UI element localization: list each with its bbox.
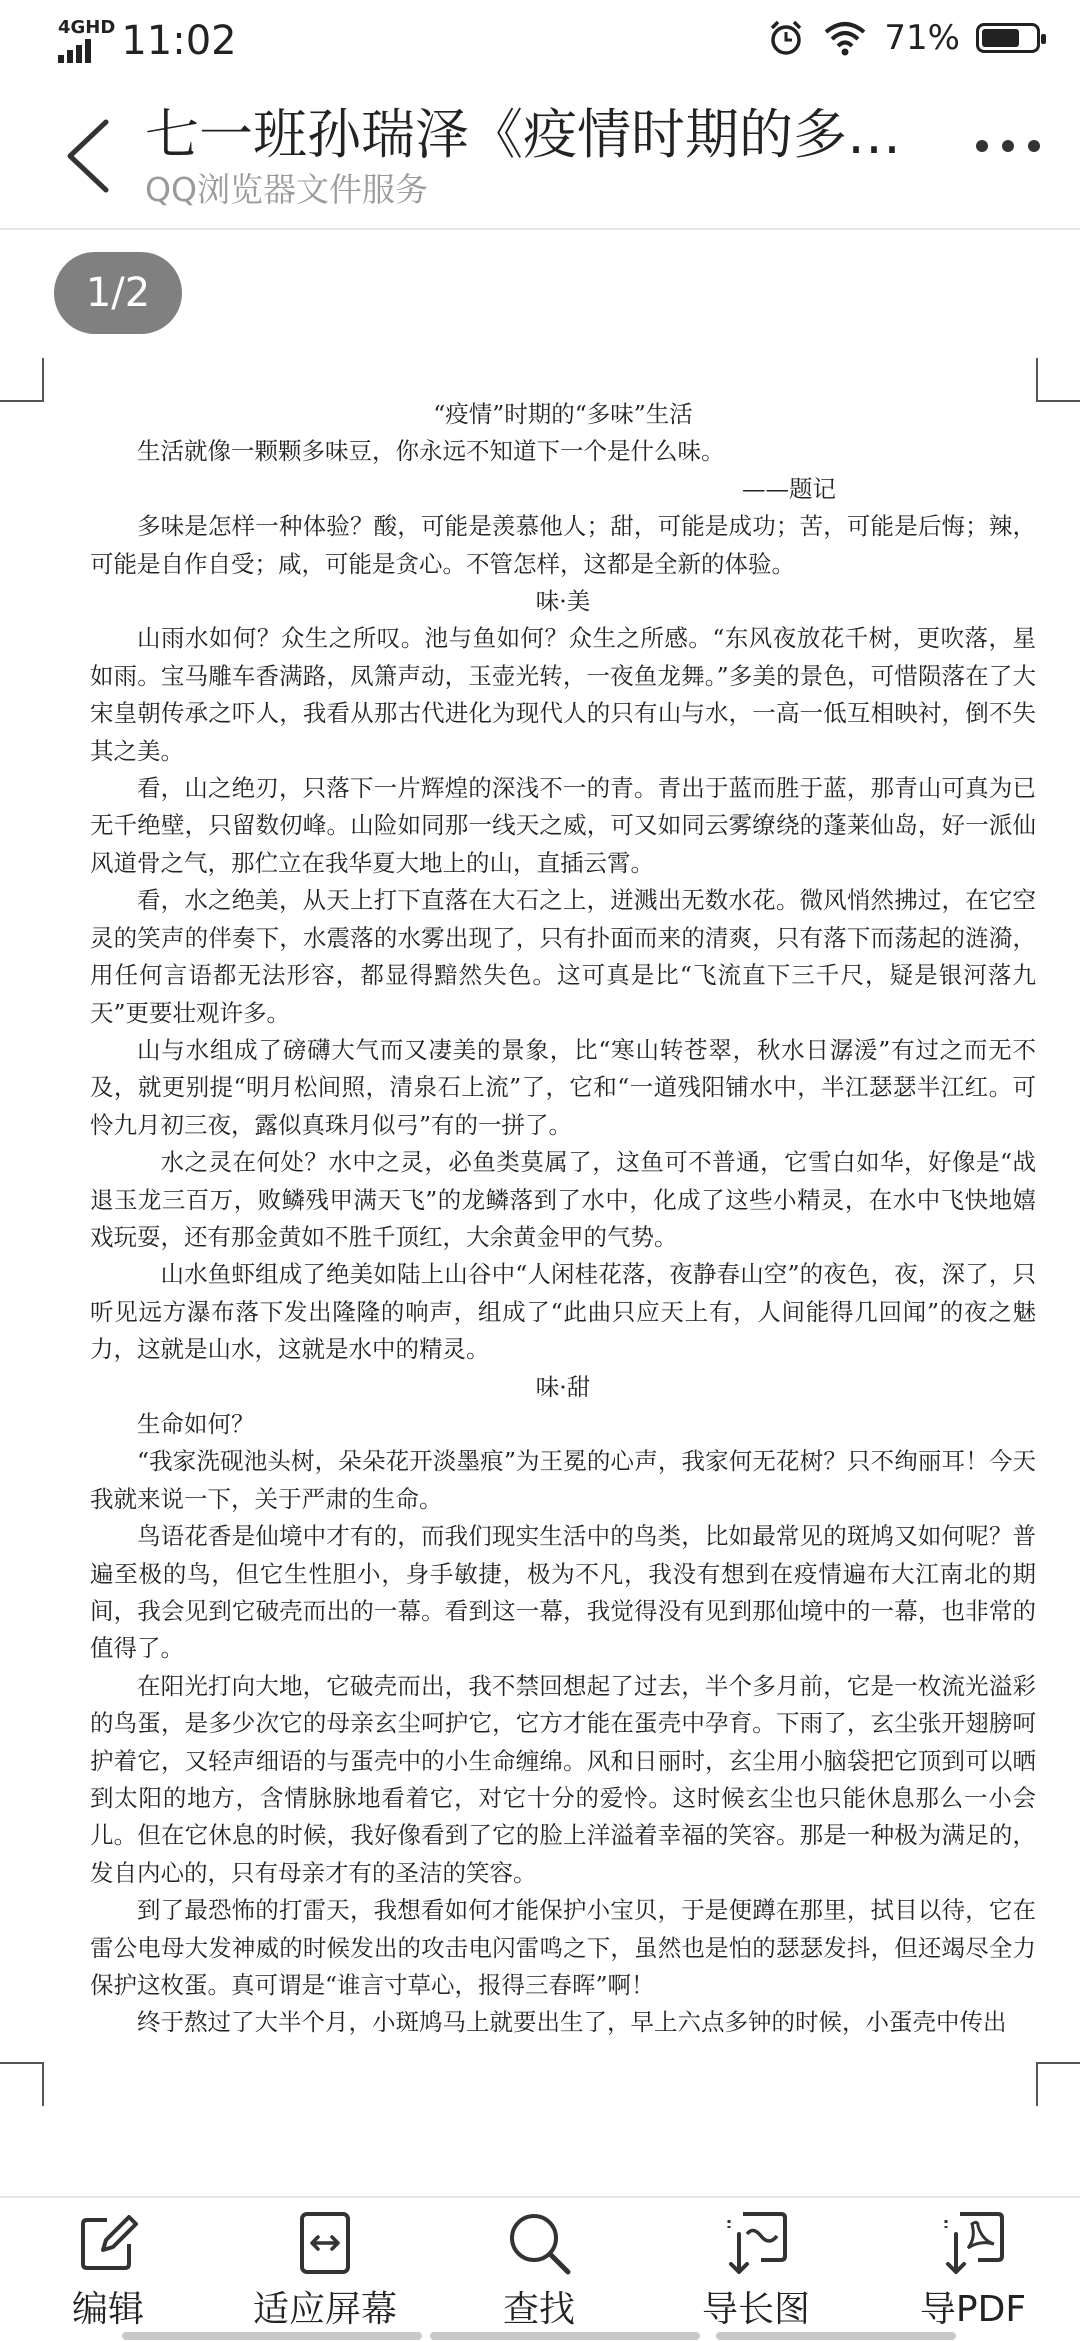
edit-icon [73, 2208, 143, 2278]
page-corner-mark [0, 2062, 44, 2106]
battery-icon [976, 23, 1040, 53]
document-paragraph: 山雨水如何？众生之所叹。池与鱼如何？众生之所感。“东风夜放花千树，更吹落，星如雨。宝马雕车香满路，凤箫声动，玉壶光转，一夜鱼龙舞。”多美的景色，可惜陨落在了大宋皇朝传承之吓人，我看从那古代进化为现代人的只有山与水，一高一低互相映衬，倒不失其之美。 [90, 624, 1036, 765]
more-options-icon[interactable] [976, 140, 1040, 152]
document-paragraph: 到了最恐怖的打雷天，我想看如何才能保护小宝贝，于是便蹲在那里，拭目以待，它在雷公电母大发神威的时候发出的攻击电闪雷鸣之下，虽然也是怕的瑟瑟发抖，但还竭尽全力保护这枚蛋。真可谓是“谁言寸草心，报得三春晖”啊！ [90, 1896, 1036, 2000]
alarm-icon [766, 18, 806, 58]
scroll-indicator [716, 2332, 956, 2340]
pdf-icon [938, 2208, 1008, 2278]
network-type: 4GHD [58, 17, 116, 38]
page-indicator: 1/2 [54, 252, 182, 334]
document-paragraph: 生活就像一颗颗多味豆，你永远不知道下一个是什么味。 [137, 437, 725, 466]
edit-button[interactable] [56, 2208, 160, 2332]
wifi-icon [822, 18, 868, 58]
back-arrow-icon[interactable] [60, 116, 116, 196]
long-image-button[interactable] [700, 2208, 812, 2332]
long-image-icon [721, 2208, 791, 2278]
long-image-label: 导长图 [701, 2289, 810, 2330]
app-header [0, 80, 1080, 230]
document-paragraph: 在阳光打向大地，它破壳而出，我不禁回想起了过去，半个多月前，它是一枚流光溢彩的鸟蛋，是多少次它的母亲玄尘呵护它，它方才能在蛋壳中孕育。下雨了，玄尘张开翅膀呵护着它，又轻声细语的与蛋壳中的小生命缠绵。风和日丽时，玄尘用小脑袋把它顶到可以晒到太阳的地方，含情脉脉地看着它，对它十分的爱怜。这时候玄尘也只能休息那么一小会儿。但在它休息的时候，我好像看到了它的脸上洋溢着幸福的笑容。那是一种极为满足的，发自内心的，只有母亲才有的圣洁的笑容。 [90, 1671, 1036, 1887]
document-subtitle: QQ浏览器文件服务 [145, 170, 428, 209]
find-label: 查找 [502, 2289, 575, 2330]
status-left [58, 18, 237, 64]
document-paragraph: 多味是怎样一种体验？酸，可能是羡慕他人；甜，可能是成功；苦，可能是后悔；辣，可能是自作自受；咸，可能是贪心。不管怎样，这都是全新的体验。 [90, 512, 1036, 578]
document-page [90, 396, 1036, 2042]
battery-percent: 71% [884, 18, 960, 58]
document-paragraph: 看，山之绝刃，只落下一片辉煌的深浅不一的青。青出于蓝而胜于蓝，那青山可真为已无千绝壁，只留数仞峰。山险如同那一线天之威，可又如同云雾缭绕的蓬莱仙岛，好一派仙风道骨之气，那伫立在我华夏大地上的山，直插云霄。 [90, 774, 1036, 877]
signal-icon [58, 19, 121, 63]
edit-label: 编辑 [71, 2289, 144, 2330]
document-paragraph: 鸟语花香是仙境中才有的，而我们现实生活中的鸟类，比如最常见的斑鸠又如何呢？普遍至极的鸟，但它生性胆小，身手敏捷，极为不凡，我没有想到在疫情遍布大江南北的期间，我会见到它破壳而出的一幕。看到这一幕，我觉得没有见到那仙境中的一幕，也非常的值得了。 [90, 1522, 1036, 1663]
scroll-indicator [122, 2332, 422, 2340]
fit-screen-label: 适应屏幕 [252, 2289, 397, 2330]
document-paragraph: 山与水组成了磅礴大气而又凄美的景象，比“寒山转苍翠，秋水日潺湲”有过之而无不及，就更别提“明月松间照，清泉石上流”了，它和“一道残阳铺水中，半江瑟瑟半江红。可怜九月初三夜，露似真珠月似弓”有的一拼了。 [90, 1035, 1036, 1139]
document-paragraph: 水之灵在何处？水中之灵，必鱼类莫属了，这鱼可不普通，它雪白如华，好像是“战退玉龙三百万，败鳞残甲满天飞”的龙鳞落到了水中，化成了这些小精灵，在水中飞快地嬉戏玩耍，还有那金黄如不胜千顶红，大余黄金甲的气势。 [90, 1148, 1036, 1251]
document-paragraph: 生命如何？ [137, 1409, 255, 1438]
scroll-indicator [430, 2332, 700, 2340]
epigraph-attribution: ——题记 [742, 474, 836, 503]
search-icon [504, 2208, 574, 2278]
document-paragraph: 山水鱼虾组成了绝美如陆上山谷中“人闲桂花落，夜静春山空”的夜色，夜，深了，只听见远方瀑布落下发出隆隆的响声，组成了“此曲只应天上有，人间能得几回闻”的夜之魅力，这就是山水，这就是水中的精灵。 [90, 1260, 1036, 1364]
document-paragraph: 终于熬过了大半个月，小斑鸠马上就要出生了，早上六点多钟的时候，小蛋壳中传出 [137, 2008, 1007, 2037]
page-corner-mark [1036, 358, 1080, 402]
export-pdf-label: 导PDF [919, 2289, 1027, 2330]
section-heading: 味·甜 [535, 1372, 591, 1401]
status-right [766, 18, 1040, 58]
page-corner-mark [0, 358, 44, 402]
page-corner-mark [1036, 2062, 1080, 2106]
export-pdf-button[interactable] [918, 2208, 1028, 2332]
clock-time: 11:02 [121, 18, 237, 64]
section-heading: “疫情”时期的“多味”生活 [433, 400, 693, 428]
status-bar [0, 0, 1080, 80]
find-button[interactable] [498, 2208, 580, 2332]
document-paragraph: 看，水之绝美，从天上打下直落在大石之上，迸溅出无数水花。微风悄然拂过，在它空灵的笑声的伴奏下，水震落的水雾出现了，只有扑面而来的清爽，只有落下而荡起的涟漪，用任何言语都无法形容，都显得黯然失色。这可真是比“飞流直下三千尺，疑是银河落九天”更要壮观许多。 [90, 886, 1036, 1027]
fit-screen-icon [290, 2208, 360, 2278]
document-paragraph: “我家洗砚池头树，朵朵花开淡墨痕”为王冕的心声，我家何无花树？只不绚丽耳！今天我就来说一下，关于严肃的生命。 [90, 1447, 1036, 1513]
fit-screen-button[interactable] [250, 2208, 400, 2332]
bottom-toolbar [0, 2196, 1080, 2342]
document-title: 七一班孙瑞泽《疫情时期的多… [145, 103, 901, 166]
section-heading: 味·美 [535, 587, 591, 616]
